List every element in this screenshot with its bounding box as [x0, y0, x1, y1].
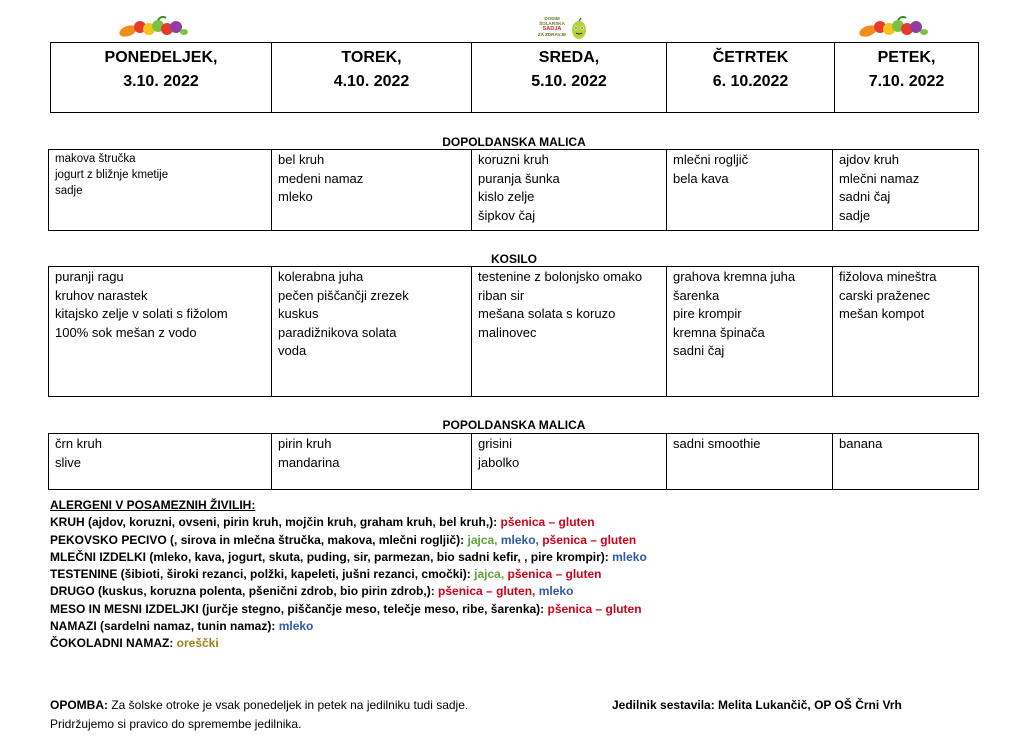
menu-item: sadje: [839, 207, 871, 223]
menu-cell: [272, 150, 472, 231]
menu-item: 100% sok mešan z vodo: [55, 324, 197, 340]
allergen-tag: jajca,: [474, 567, 508, 582]
allergen-tag: jajca,: [467, 532, 501, 547]
day-date: 5.10. 2022: [531, 73, 607, 90]
menu-item: mešan kompot: [839, 306, 925, 321]
menu-item: črn kruh: [55, 436, 102, 451]
allergen-line: [50, 583, 950, 600]
menu-item: pire krompir: [673, 306, 742, 321]
menu-item: koruzni kruh: [478, 152, 549, 167]
note-label: OPOMBA:: [50, 698, 108, 712]
allergen-tag: mleko: [278, 619, 314, 634]
menu-item: makova štručka: [55, 153, 136, 165]
fruit-mascot-icon: [568, 17, 590, 41]
menu-cell: [49, 267, 272, 397]
menu-item: voda: [278, 343, 307, 358]
menu-item: grahova kremna juha: [673, 269, 796, 284]
allergen-tag: pšenica – gluten: [507, 567, 602, 582]
day-name: SREDA,: [538, 49, 600, 66]
menu-cell: [667, 150, 833, 231]
allergen-tag: mleko: [612, 549, 647, 564]
menu-item: medeni namaz: [278, 170, 364, 186]
day-name: ČETRTEK: [712, 49, 789, 66]
menu-cell: [833, 150, 979, 231]
allergen-line: [50, 635, 950, 652]
menu-cell: [833, 434, 979, 490]
afternoon-snack-table: [48, 433, 979, 490]
note-text: Za šolske otroke je vsak ponedeljek in petek na jedilniku tudi sadje.: [108, 698, 469, 712]
allergen-tag: pšenica – gluten: [547, 601, 642, 616]
allergen-foods: TESTENINE (šibioti, široki rezanci, polžki, kapeleti, jušni rezanci, cmočki):: [50, 567, 475, 582]
menu-item: mleko: [278, 189, 313, 204]
section-title-afternoon: POPOLDANSKA MALICA: [442, 418, 586, 432]
allergen-foods: PEKOVSKO PECIVO (, sirova in mlečna štručka, makova, mlečni rogljič):: [50, 532, 468, 547]
note-line-2: Pridržujemo si pravico do spremembe jedilnika.: [50, 717, 302, 731]
section-title-lunch: KOSILO: [490, 252, 537, 266]
menu-cell: [272, 434, 472, 490]
allergen-tag: pšenica – gluten: [500, 515, 595, 530]
allergen-foods: KRUH (ajdov, koruzni, ovseni, pirin kruh, mojčin kruh, graham kruh, bel kruh,):: [50, 515, 501, 530]
menu-cell: [472, 267, 667, 397]
menu-item: šipkov čaj: [478, 207, 536, 223]
menu-item: grisini: [478, 436, 512, 451]
afternoon-row: [49, 434, 979, 490]
note: [50, 696, 610, 734]
allergen-line: [50, 566, 950, 583]
allergen-foods: ČOKOLADNI NAMAZ:: [50, 636, 177, 651]
menu-item: jabolko: [478, 454, 520, 470]
allergen-foods: MESO IN MESNI IZDELJKI (jurčje stegno, piščančje meso, telečje meso, ribe, šarenka):: [50, 601, 548, 616]
allergen-tag: mleko,: [500, 532, 543, 547]
allergens-section: [50, 497, 950, 653]
menu-cell: [49, 434, 272, 490]
allergen-line: [50, 514, 950, 531]
menu-item: pirin kruh: [278, 436, 332, 451]
menu-item: mlečni namaz: [839, 170, 920, 186]
menu-item: sadni smoothie: [673, 436, 761, 451]
allergen-foods: DRUGO (kuskus, koruzna polenta, pšenični zdrob, bio pirin zdrob,):: [50, 584, 439, 599]
school-fruit-logo: [532, 16, 590, 42]
signature: Jedilnik sestavila: Melita Lukančič, OP OŠ Črni Vrh: [612, 698, 902, 712]
menu-item: puranja šunka: [478, 170, 560, 186]
menu-item: kremna špinača: [673, 324, 765, 340]
fruit-basket-logo-left: [118, 14, 188, 40]
menu-item: šarenka: [673, 287, 720, 303]
menu-item: testenine z bolonjsko omako: [478, 269, 643, 284]
menu-item: carski praženec: [839, 287, 931, 303]
menu-cell: [833, 267, 979, 397]
logo-line-3: SADJA: [542, 25, 562, 32]
allergen-foods: MLEČNI IZDELKI (mleko, kava, jogurt, skuta, puding, sir, parmezan, bio sadni kefir, , pire krompir):: [50, 549, 613, 564]
allergen-line: [50, 618, 950, 635]
menu-item: mlečni rogljič: [673, 152, 749, 167]
day-date: 7.10. 2022: [868, 73, 945, 90]
menu-item: mandarina: [278, 454, 340, 470]
day-cell-tuesday: [272, 43, 472, 113]
day-cell-monday: [51, 43, 272, 113]
menu-item: slive: [55, 454, 82, 470]
menu-cell: [472, 150, 667, 231]
day-name: PETEK,: [877, 49, 936, 66]
fruit-basket-logo-right: [858, 14, 928, 40]
allergen-tag: pšenica – gluten: [542, 532, 637, 547]
day-date: 3.10. 2022: [123, 73, 199, 90]
menu-item: sadje: [55, 185, 83, 197]
menu-item: jogurt z bližnje kmetije: [55, 169, 169, 181]
menu-item: riban sir: [478, 287, 525, 303]
allergens-heading: ALERGENI V POSAMEZNIH ŽIVILIH:: [50, 498, 256, 512]
menu-item: kuskus: [278, 306, 319, 321]
section-title-morning: DOPOLDANSKA MALICA: [442, 135, 586, 149]
allergen-tag: pšenica – gluten,: [438, 584, 539, 599]
day-name: TOREK,: [341, 49, 402, 66]
menu-item: puranji ragu: [55, 269, 124, 284]
morning-row: [49, 150, 979, 231]
menu-item: fižolova mineštra: [839, 269, 937, 284]
menu-item: malinovec: [478, 324, 537, 340]
menu-cell: [472, 434, 667, 490]
menu-item: kitajsko zelje v solati s fižolom: [55, 306, 228, 321]
day-date: 4.10. 2022: [333, 73, 410, 90]
logo-line-2: ŠOLARSKA: [539, 21, 565, 27]
menu-item: kolerabna juha: [278, 269, 364, 284]
logo-line-1: DODIM: [544, 16, 560, 21]
allergen-line: [50, 532, 950, 549]
menu-item: kruhov narastek: [55, 287, 148, 303]
menu-cell: [49, 150, 272, 231]
menu-item: bel kruh: [278, 152, 325, 167]
day-date: 6. 10.2022: [712, 73, 789, 90]
menu-item: banana: [839, 436, 883, 451]
menu-item: paradižnikova solata: [278, 324, 397, 340]
morning-snack-table: [48, 149, 979, 231]
menu-cell: [667, 267, 833, 397]
day-cell-thursday: [667, 43, 835, 113]
menu-item: sadni čaj: [839, 189, 891, 204]
day-cell-friday: [835, 43, 979, 113]
lunch-row: [49, 267, 979, 397]
allergen-tag: oreščki: [176, 636, 219, 651]
menu-item: pečen piščančji zrezek: [278, 287, 409, 303]
menu-cell: [667, 434, 833, 490]
allergen-tag: mleko: [538, 584, 574, 599]
menu-item: bela kava: [673, 170, 729, 186]
allergen-foods: NAMAZI (sardelni namaz, tunin namaz):: [50, 619, 279, 634]
day-name: PONEDELJEK,: [104, 49, 218, 66]
menu-cell: [272, 267, 472, 397]
menu-item: mešana solata s koruzo: [478, 306, 616, 321]
days-header-table: [50, 42, 979, 113]
allergen-line: [50, 549, 950, 566]
day-cell-wednesday: [472, 43, 667, 113]
menu-item: sadni čaj: [673, 343, 725, 358]
allergen-list: [50, 514, 950, 652]
menu-item: ajdov kruh: [839, 152, 899, 167]
logo-line-4: ZA ZDRAVJE: [537, 31, 567, 37]
menu-item: kislo zelje: [478, 189, 535, 204]
allergen-line: [50, 601, 950, 618]
lunch-table: [48, 266, 979, 397]
